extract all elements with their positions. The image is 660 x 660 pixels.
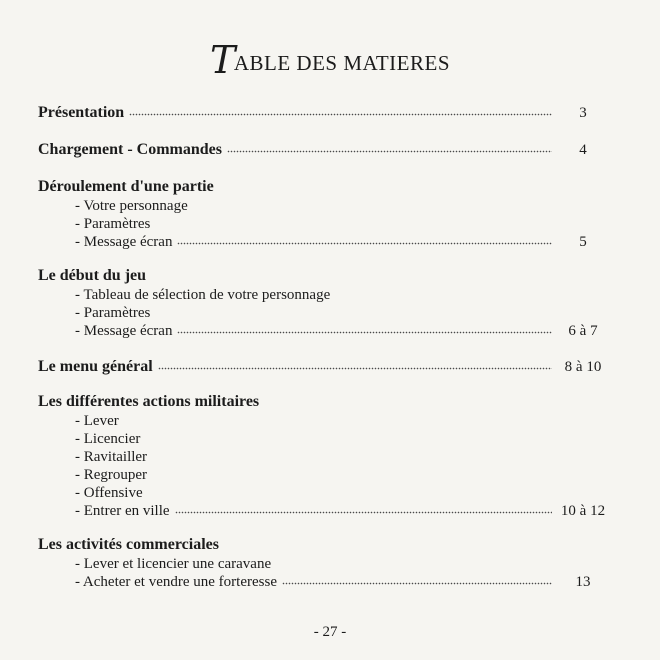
table-of-contents [38,104,608,592]
toc-section-label: Le début du jeu [38,267,147,284]
dot-leader [175,510,552,514]
title-rest: ABLE DES MATIERES [233,51,451,75]
dot-leader [158,366,552,370]
toc-page-number: 4 [579,142,587,158]
page-title [0,38,660,82]
toc-subentry [38,556,608,574]
toc-subentry-label: - Tableau de sélection de votre personnage [75,287,331,303]
toc-subentry [38,449,608,467]
toc-section-label: Chargement - Commandes [38,141,222,158]
toc-subentry-label: - Lever et licencier une caravane [75,556,272,572]
toc-subentry-label: - Message écran [75,234,173,250]
toc-subentry-label: - Message écran [75,323,173,339]
toc-subentry-label: - Paramètres [75,216,151,232]
toc-section-label: Les activités commerciales [38,536,219,553]
toc-subentry [38,413,608,431]
toc-subentry [38,467,608,485]
toc-subentry-label: - Offensive [75,485,143,501]
toc-section-label: Présentation [38,104,125,121]
toc-page-number: 5 [579,234,587,250]
toc-subentry-label: - Regrouper [75,467,148,483]
toc-subentry [38,305,608,323]
toc-page-number: 10 à 12 [560,503,606,519]
dot-leader [227,149,552,153]
toc-subentry [38,216,608,234]
toc-page-number: 3 [579,105,587,121]
toc-subentry-label: - Lever [75,413,119,429]
toc-subentry [38,198,608,216]
toc-section-label: Les différentes actions militaires [38,393,260,410]
title-initial: T [209,38,236,82]
toc-page-number: 8 à 10 [564,359,602,375]
toc-section-label: Déroulement d'une partie [38,178,214,195]
toc-subentry [38,574,608,592]
toc-subentry-label: - Ravitailler [75,449,148,465]
page-footer-number: - 27 - [313,624,347,640]
toc-page-number: 13 [575,574,591,590]
toc-subentry [38,323,608,341]
toc-page-number: 6 à 7 [568,323,598,339]
toc-subentry-label: - Votre personnage [75,198,188,214]
toc-entry-commerciales [38,536,608,556]
toc-entry-militaires [38,393,608,413]
toc-subentry [38,431,608,449]
toc-subentry [38,287,608,305]
toc-subentry [38,503,608,521]
toc-subentry-label: - Licencier [75,431,141,447]
toc-entry-chargement [38,141,608,161]
toc-entry-debut [38,267,608,287]
toc-subentry-label: - Entrer en ville [75,503,170,519]
toc-subentry [38,234,608,252]
toc-entry-deroulement [38,178,608,198]
dot-leader [177,241,552,245]
toc-subentry-label: - Paramètres [75,305,151,321]
toc-subentry-label: - Acheter et vendre une forteresse [75,574,277,590]
dot-leader [177,330,552,334]
toc-entry-menu [38,358,608,378]
dot-leader [282,581,552,585]
toc-entry-presentation [38,104,608,124]
toc-subentry [38,485,608,503]
toc-section-label: Le menu général [38,358,153,375]
dot-leader [129,112,552,116]
